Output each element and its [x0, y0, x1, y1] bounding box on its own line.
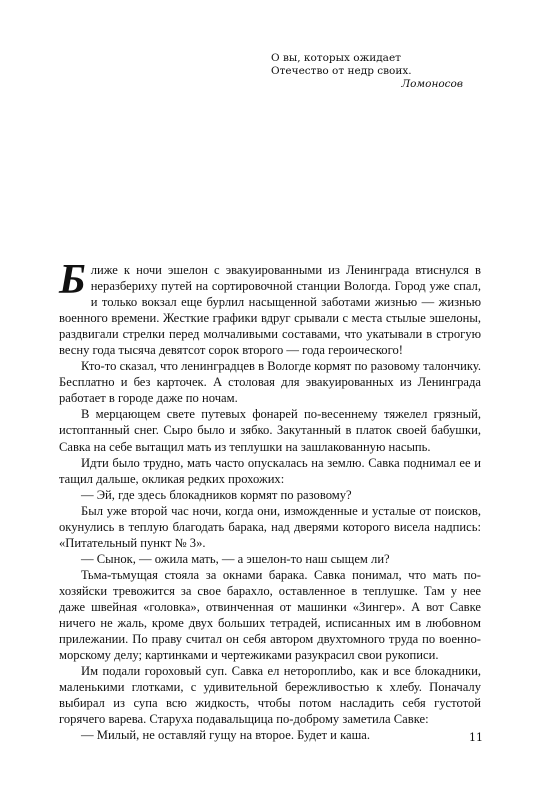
paragraph: Был уже второй час ночи, когда они, изможденные и усталые от поисков, окунулись в теплую благодать барака, над дверями которого висела надпись: «Питательный пункт № 3».: [59, 503, 481, 550]
paragraph: Им подали гороховый суп. Савка ел нетороплиbо, как и все блокадники, маленькими глотками, с удивительной бережливостью к хлебу. Поначалу выбирал из супа всю жидкость, чтобы потом насладить себя густотой горячего варева. Старуха подавальщица по-доброму заметила Савке:: [59, 664, 481, 727]
epigraph-line: О вы, которых ожидает: [271, 52, 401, 64]
page-number: 11: [469, 731, 483, 744]
paragraph: [59, 257, 481, 358]
paragraph: — Милый, не оставляй гущу на второе. Будет и каша.: [81, 728, 371, 743]
paragraph: — Эй, где здесь блокадников кормят по разовому?: [81, 487, 352, 502]
paragraph-text: лиже к ночи эшелон с эвакуированными из Ленинграда втиснулся в неразберихy путей на сортировочной станции Вологда. Город уже спал, и только вокзал еще бурлил насыщенной заботами жизнью — жизнью военного времени. Жесткие графики вдруг срывали с места стылые эшелоны, раздвигали стрелки перед молчаливыми составами, что укатывали в строгую весну года тысяча девятсот сорок второго — года героического!: [59, 263, 481, 358]
epigraph-author: Ломоносов: [401, 78, 463, 90]
drop-cap: Б: [59, 257, 86, 303]
paragraph: Идти было трудно, мать часто опускалась на землю. Савка поднимал ее и тащил дальше, окликая редких прохожих:: [59, 455, 481, 486]
paragraph: Кто-то сказал, что ленинградцев в Вологде кормят по разовому талончику. Бесплатно и без карточек. А столовая для эвакуированных из Ленинграда работает в городе даже по ночам.: [59, 359, 481, 406]
epigraph-line: Отечество от недр своих.: [271, 65, 412, 77]
chapter-text: [59, 257, 481, 743]
paragraph: — Сынок, — ожила мать, — а эшелон-то наш сыщем ли?: [81, 551, 390, 566]
paragraph: В мерцающем свете путевых фонарей по-весеннему тяжелел грязный, истоптанный снег. Сыро было и зябко. Закутанный в платок своей бабушки, Савка на себе вытащил мать из теплушки на зашлакованную насыпь.: [59, 407, 481, 454]
paragraph: Тьма-тьмущая стояла за окнами барака. Савка понимал, что мать по-хозяйски тревожится за свое барахло, оставленное в теплушке. Там у нее даже швейная «головка», отвинченная от машинки «Зингер». А вот Савке ничего не жаль, кроме двух больших тетрадей, исписанных им в любовном прилежании. По праву считал он себя автором двухтомного труда по военно-морскому делу; картинками и чертежиками разукрасил свои рукописи.: [59, 567, 481, 663]
epigraph: [271, 52, 471, 91]
